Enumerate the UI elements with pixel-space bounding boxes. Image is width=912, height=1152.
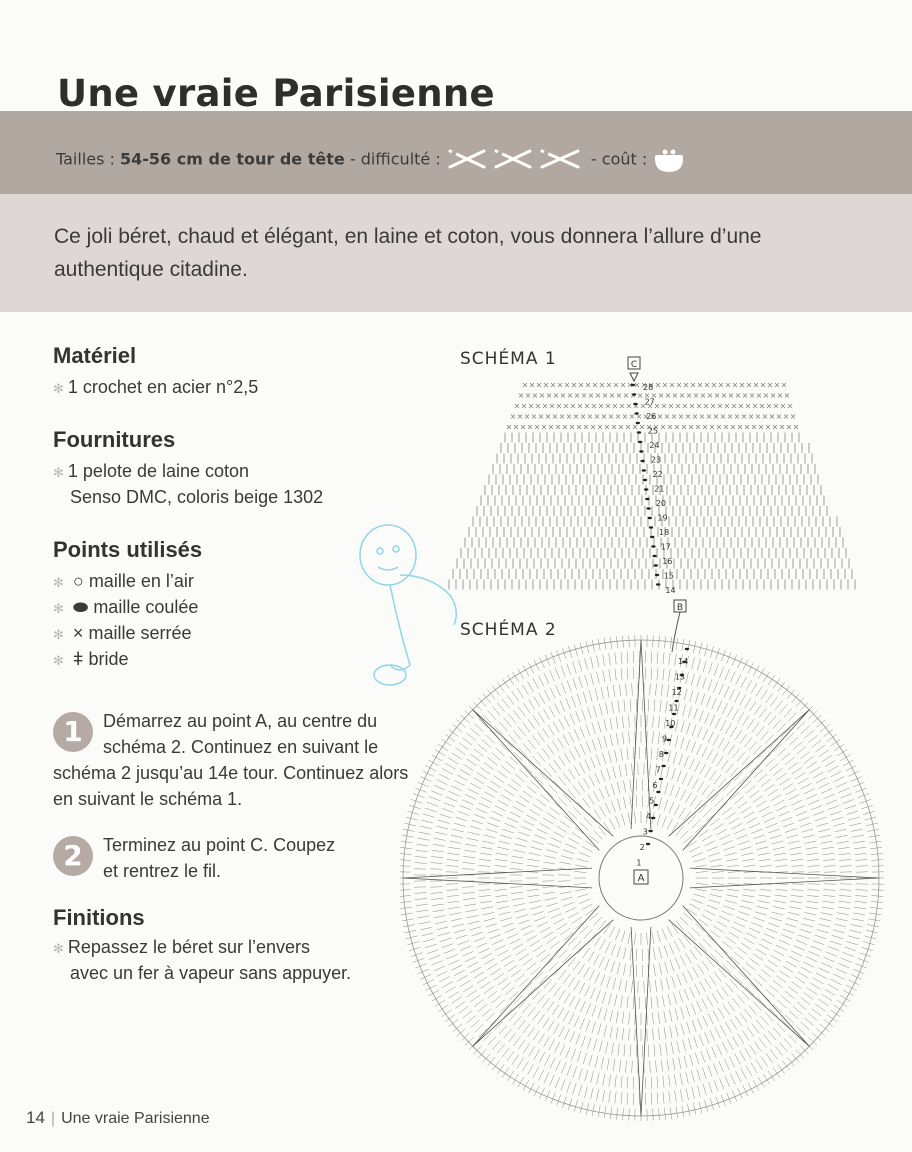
finitions-section: [53, 905, 351, 986]
row-number: 6: [652, 781, 658, 790]
row-number: 28: [643, 383, 654, 392]
row-number: 14: [678, 657, 689, 666]
purse-icon: [652, 143, 686, 177]
row-number: 13: [674, 672, 685, 682]
row-number: 11: [668, 703, 679, 713]
schema-2-label: SCHÉMA 2: [460, 620, 557, 640]
point-item: ✻ × maille serrée: [53, 623, 192, 643]
row-number: 20: [655, 499, 666, 508]
marker-c-text: C: [630, 360, 638, 370]
fournitures-section: [53, 427, 323, 510]
row-number: 26: [646, 412, 657, 421]
row-number: 3: [642, 827, 648, 837]
page-title: Une vraie Parisienne: [57, 72, 495, 115]
schema-1-label: SCHÉMA 1: [460, 349, 557, 369]
specs-line: [56, 143, 686, 177]
page-number: 14: [26, 1108, 45, 1127]
asterisk-icon: ✻: [53, 941, 64, 956]
row-number: 1: [636, 858, 642, 868]
row-number: 5: [649, 796, 655, 806]
footer-label: Une vraie Parisienne: [61, 1110, 210, 1127]
crochet-hook-icon: [446, 143, 586, 177]
step-text: Démarrez au point A, au centre du schéma 2. Continuez en suivant le schéma 2 jusqu’au 14e tour. Continuez alors en suivant le schéma 1.: [53, 711, 409, 809]
single-crochet-icon: ×: [72, 623, 84, 643]
materiel-title: Matériel: [53, 343, 137, 368]
step-text: Terminez au point C. Coupez et rentrez le fil.: [103, 835, 336, 881]
cost-label: - coût :: [590, 149, 648, 169]
slip-stitch-icon: ⬬: [72, 597, 89, 617]
row-number: 4: [646, 812, 652, 821]
step-2: [53, 832, 353, 884]
marker-a-text: A: [637, 873, 645, 884]
row-number: 10: [665, 719, 676, 728]
row-number: 23: [651, 455, 662, 465]
materiel-section: [53, 343, 258, 401]
points-title: Points utilisés: [53, 537, 203, 562]
sizes-label: Tailles :: [56, 149, 115, 169]
intro-text: Ce joli béret, chaud et élégant, en laine et coton, vous donnera l’allure d’une authentique citadine.: [54, 225, 762, 281]
asterisk-icon: ✻: [53, 381, 64, 396]
difficulty-label: - difficulté :: [349, 149, 441, 169]
schema-1-diagram: [440, 355, 870, 615]
finitions-title: Finitions: [53, 905, 145, 930]
asterisk-icon: ✻: [53, 465, 64, 480]
point-item: ✻ ○ maille en l’air: [53, 571, 194, 591]
row-number: 18: [659, 528, 670, 537]
row-number: 19: [657, 513, 668, 523]
fournitures-title: Fournitures: [53, 427, 176, 452]
row-number: 9: [662, 734, 668, 744]
row-number: 24: [649, 441, 660, 450]
row-number: 12: [671, 688, 682, 697]
chain-stitch-icon: ○: [72, 571, 84, 591]
finitions-item: ✻ Repassez le béret sur l’envers avec un fer à vapeur sans appuyer.: [53, 937, 352, 983]
materiel-item: ✻ 1 crochet en acier n°2,5: [53, 377, 259, 397]
row-number: 21: [654, 484, 665, 494]
sizes-value: 54-56 cm de tour de tête: [120, 149, 345, 169]
row-number: 16: [662, 557, 673, 566]
marker-b-text: B: [676, 603, 684, 613]
step-number-badge: 1: [53, 712, 93, 752]
fournitures-item: ✻ 1 pelote de laine coton Senso DMC, coloris beige 1302: [53, 461, 324, 507]
point-item: ✻ ǂ bride: [53, 649, 129, 669]
row-number: 2: [639, 843, 645, 852]
points-section: [53, 537, 202, 673]
row-number: 17: [660, 542, 671, 552]
step-1: [53, 708, 423, 812]
row-number: 14: [665, 586, 676, 595]
row-number: 15: [663, 571, 674, 581]
row-number: 8: [658, 750, 664, 759]
row-number: 25: [647, 426, 658, 436]
point-item: ✻ ⬬ maille coulée: [53, 597, 199, 617]
page-footer: 14 | Une vraie Parisienne: [26, 1108, 210, 1127]
step-number-badge: 2: [53, 836, 93, 876]
double-crochet-icon: ǂ: [72, 649, 84, 669]
row-number: 27: [644, 397, 655, 407]
row-number: 22: [652, 470, 663, 479]
row-number: 7: [655, 765, 661, 775]
schema-2-diagram: [400, 612, 892, 1132]
